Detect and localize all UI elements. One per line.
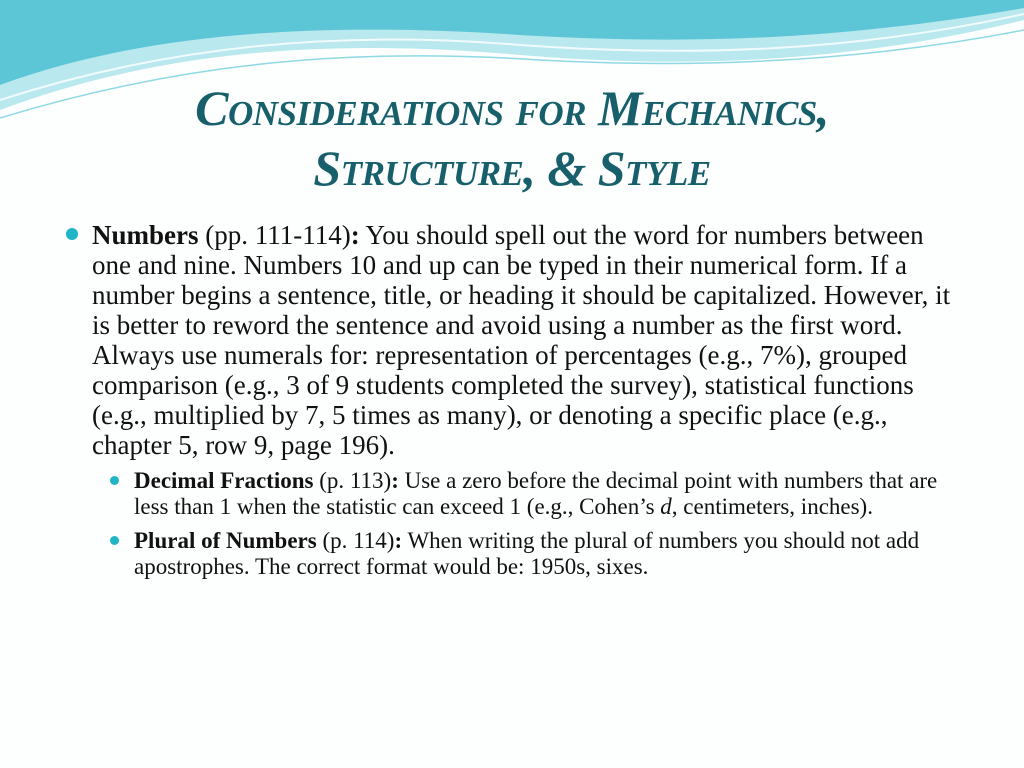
sub-bullet-text-a: Use a zero before the decimal point with numbers that are less than 1 when the statistic can exceed 1 (e.g., Cohen’s [134, 468, 938, 519]
title-line-1: Considerations for Mechanics, [195, 80, 829, 136]
bullet-dot-icon [110, 536, 119, 545]
bullet-dot-icon [110, 476, 119, 485]
slide-title [40, 78, 984, 198]
sub-bullet-text-b: , centimeters, inches). [671, 494, 873, 519]
title-line-2: Structure, & Style [313, 140, 711, 196]
sub-bullet-colon: : [391, 468, 399, 493]
slide-body [62, 220, 962, 580]
sub-bullet-italic: d [660, 494, 672, 519]
sub-bullet-ref: (p. 113) [313, 468, 392, 493]
bullet-colon: : [350, 220, 360, 250]
bullet-ref: (pp. 111-114) [198, 220, 351, 250]
bullet-text: You should spell out the word for numbers between one and nine. Numbers 10 and up can be typed in their numerical form. If a number begins a sentence, title, or heading it should be capitalized. However, it is better to reword the sentence and avoid using a number as the first word. Always use numerals for: representation of percentages (e.g., 7%), grouped comparison (e.g., 3 of 9 students completed the survey), statistical functions (e.g., multiplied by 7, 5 times as many), or denoting a specific place (e.g., chapter 5, row 9, page 196). [92, 220, 951, 460]
bullet-dot-icon [66, 228, 78, 240]
sub-bullet-plural-of-numbers [62, 528, 962, 580]
bullet-numbers [62, 220, 962, 460]
bullet-term: Numbers [92, 220, 199, 250]
sub-bullet-term: Decimal Fractions [134, 468, 314, 493]
sub-bullet-term: Plural of Numbers [134, 528, 317, 553]
sub-bullet-decimal-fractions [62, 468, 962, 520]
sub-bullet-colon: : [394, 528, 403, 553]
sub-bullet-text: When writing the plural of numbers you should not add apostrophes. The correct format would be: 1950s, sixes. [134, 528, 920, 579]
sub-bullet-ref: (p. 114) [316, 528, 395, 553]
